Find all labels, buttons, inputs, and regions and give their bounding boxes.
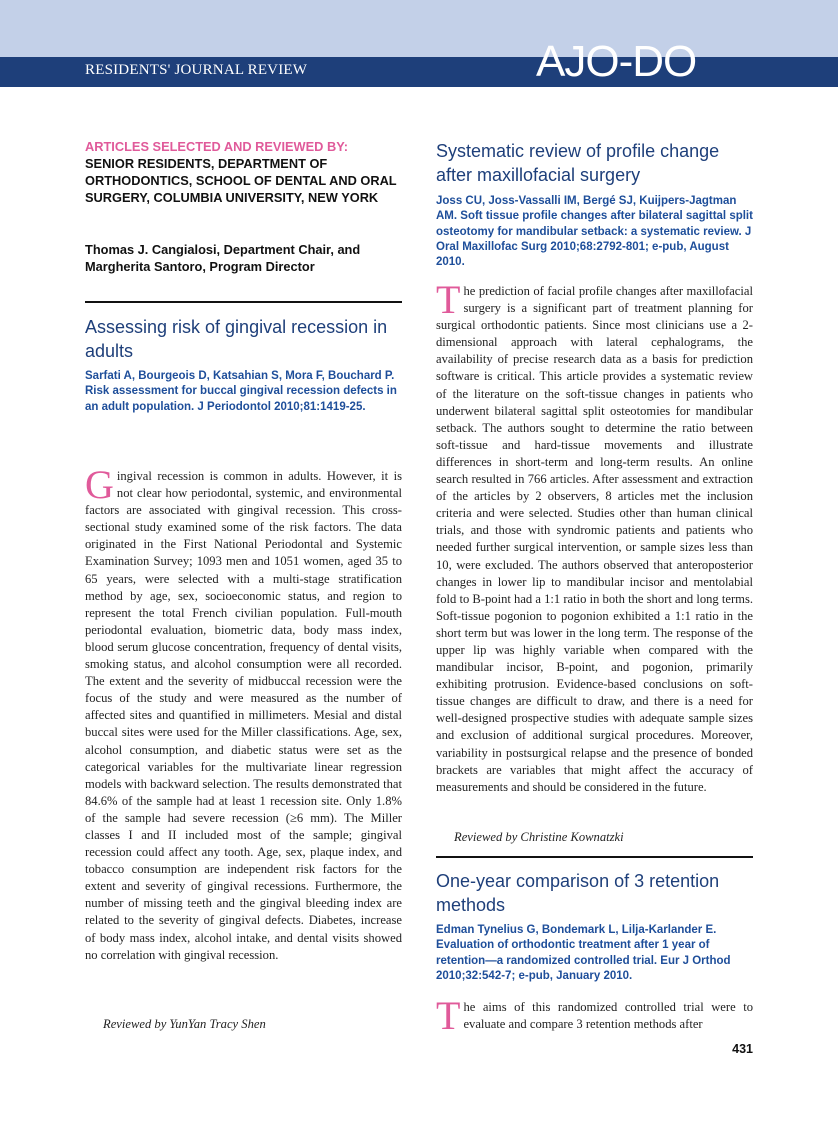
section-divider <box>85 301 402 303</box>
drop-cap: T <box>436 277 461 322</box>
section-divider <box>436 856 753 858</box>
selected-by-heading: ARTICLES SELECTED AND REVIEWED BY: <box>85 139 349 154</box>
drop-cap: T <box>436 993 461 1038</box>
reviewer-credit: Reviewed by Christine Kownatzki <box>454 830 624 844</box>
article-body <box>436 277 753 796</box>
article-title: Systematic review of profile change after maxillofacial surgery <box>436 141 720 185</box>
article-body-text: he prediction of facial profile changes after maxillofacial surgery is a significant part of treatment planning for surgical orthodontic patients. Since most clinicians use a 2-dimensional approach with lateral cephalograms, the availability of precise research data as a basis for prediction software is critical. This article provides a systematic review of the literature on the soft-tissue changes in patients who underwent bilateral sagittal split osteotomies for mandibular setback. The authors sought to determine the ratio between soft-tissue and hard-tissue movements and illustrate differences in short-term and long-term results. An online search resulted in 766 articles. After assessment and extraction of the articles by 2 observers, 8 articles met the inclusion criteria and were selected. Studies other than human clinical trials, and those with syndromic patients and patients who needed further surgical intervention, or sample sizes less than 10, were excluded. The authors observed that anteroposterior changes in lower lip to mandibular incisor and mentolabial fold to B-point had a 1:1 ratio in both the short and long terms. Soft-tissue pogonion to pogonion exhibited a 1:1 ratio in the short term but was lower in the long term. The response of the upper lip was highly variable when compared with the mandibular incisor, B-point, and pogonion, primarily exhibiting protrusion. Evidence-based conclusions on soft-tissue changes are difficult to draw, and there is a need for well-designed prospective studies with adequate sample sizes and exclusion of additional surgical procedures. Moreover, variability in postsurgical relapse and the presence of bonded brackets are variables that might affect the accuracy of measurements and should be considered in the future. <box>436 284 753 794</box>
header-top-band <box>0 0 838 57</box>
article-title: One-year comparison of 3 retention methods <box>436 871 720 915</box>
page-number: 431 <box>732 1042 753 1056</box>
article-citation: Edman Tynelius G, Bondemark L, Lilja-Karlander E. Evaluation of orthodontic treatment after 1 year of retention—a randomized controlled trial. Eur J Orthod 2010;32:542-7; e-pub, January 2010. <box>436 924 731 982</box>
drop-cap: G <box>85 462 114 507</box>
article-citation: Sarfati A, Bourgeois D, Katsahian S, Mora F, Bouchard P. Risk assessment for buccal gingival recession defects in an adult population. J Periodontol 2010;81:1419-25. <box>85 370 397 413</box>
reviewer-credit: Reviewed by YunYan Tracy Shen <box>103 1017 266 1031</box>
article-body <box>85 462 402 964</box>
article-citation: Joss CU, Joss-Vassalli IM, Bergé SJ, Kuijpers-Jagtman AM. Soft tissue profile changes after bilateral sagittal split osteotomy for mandibular setback: a systematic review. J Oral Maxillofac Surg 2010;68:2792-801; e-pub, August 2010. <box>436 195 753 269</box>
article-body-text: he aims of this randomized controlled trial were to evaluate and compare 3 retention methods after <box>463 1000 753 1032</box>
journal-logo: AJO-DO <box>536 37 697 86</box>
department-affiliation: SENIOR RESIDENTS, DEPARTMENT OF ORTHODONTICS, SCHOOL OF DENTAL AND ORAL SURGERY, COLUMBIA UNIVERSITY, NEW YORK <box>85 156 397 205</box>
article-title: Assessing risk of gingival recession in adults <box>85 317 388 361</box>
section-label: RESIDENTS' JOURNAL REVIEW <box>85 62 308 78</box>
article-body-text: ingival recession is common in adults. However, it is not clear how periodontal, systemic, and environmental factors are associated with gingival recession. This cross-sectional study examined some of the risk factors. The data originated in the First National Periodontal and Systemic Examination Survey; 1093 men and 1051 women, aged 35 to 65 years, were selected with a multi-stage stratification method by age, sex, socioeconomic status, and region to represent the total French civilian population. Full-mouth periodontal evaluation, biometric data, body mass index, blood serum glucose concentration, frequency of dental visits, smoking status, and alcohol consumption were all recorded. The extent and the severity of midbuccal recession were the focus of the study and were measured as the number of affected sites and quantified in millimeters. Mesial and distal buccal sites were used for the Miller classifications. Age, sex, alcohol consumption, and diabetic status were set as the categorical variables for the multivariate linear regression models with backward selection. The results demonstrated that 84.6% of the sample had at least 1 recession site. Only 1.8% of the sample had severe recession (≥6 mm). The Miller classes I and II included most of the sample; gingival recession could affect any tooth. Age, sex, plaque index, and tobacco consumption are independent risk factors for the extent and severity of gingival recessions. Furthermore, the number of missing teeth and the gingival bleeding index are related to the severity of gingival defects. Diabetes, increase of body mass index, alcohol intake, and dental visits showed no correlation with gingival recession. <box>85 469 402 962</box>
article-body <box>436 993 753 1038</box>
program-directors: Thomas J. Cangialosi, Department Chair, and Margherita Santoro, Program Director <box>85 242 361 274</box>
